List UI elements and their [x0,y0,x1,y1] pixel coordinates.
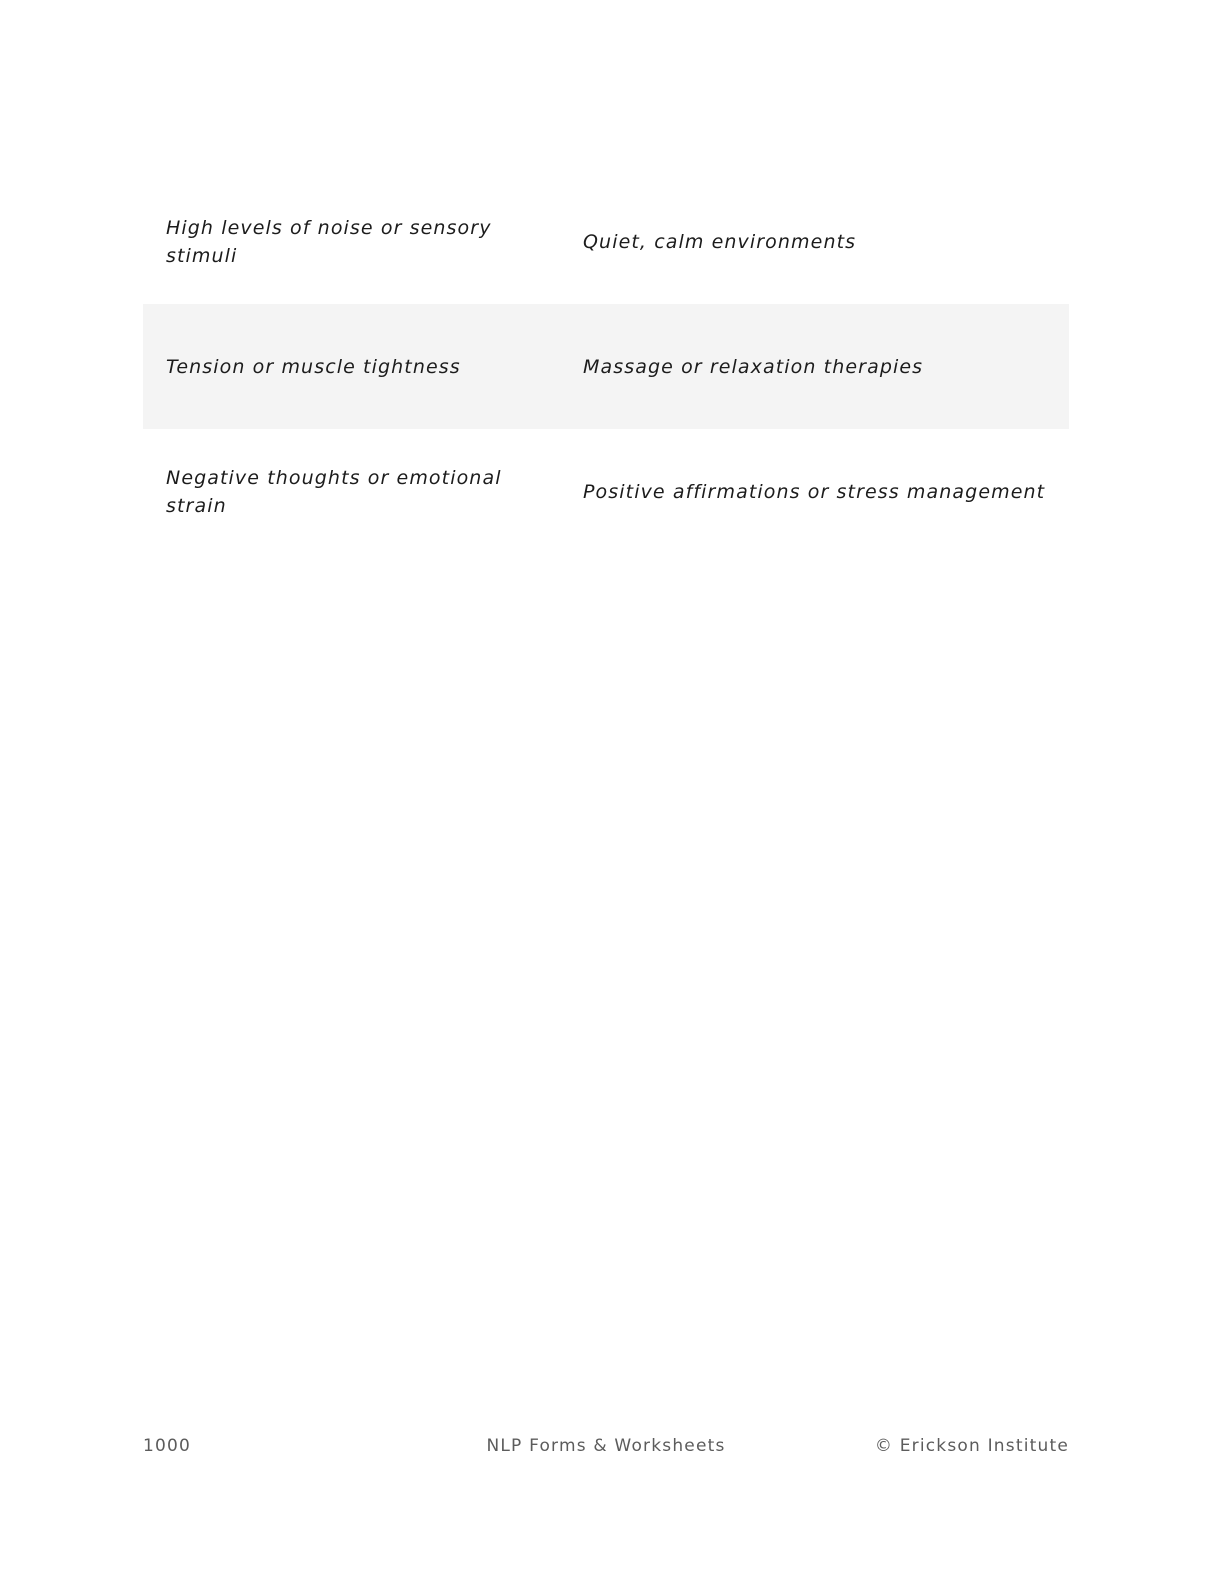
table-row [143,304,1069,429]
table-row [143,429,1069,554]
trigger-cell: Negative thoughts or emotional strain [166,466,502,517]
page-footer [143,1436,1069,1460]
trigger-remedy-table [143,179,1069,554]
copyright-notice: © Erickson Institute [874,1436,1069,1456]
trigger-cell: High levels of noise or sensory stimuli [166,216,492,267]
page-number: 1000 [143,1436,192,1456]
remedy-cell: Massage or relaxation therapies [583,355,924,378]
table-row [143,179,1069,304]
remedy-cell: Positive affirmations or stress management [583,480,1046,503]
remedy-cell: Quiet, calm environments [583,230,857,253]
trigger-cell: Tension or muscle tightness [166,355,461,378]
document-title: NLP Forms & Worksheets [486,1436,726,1456]
